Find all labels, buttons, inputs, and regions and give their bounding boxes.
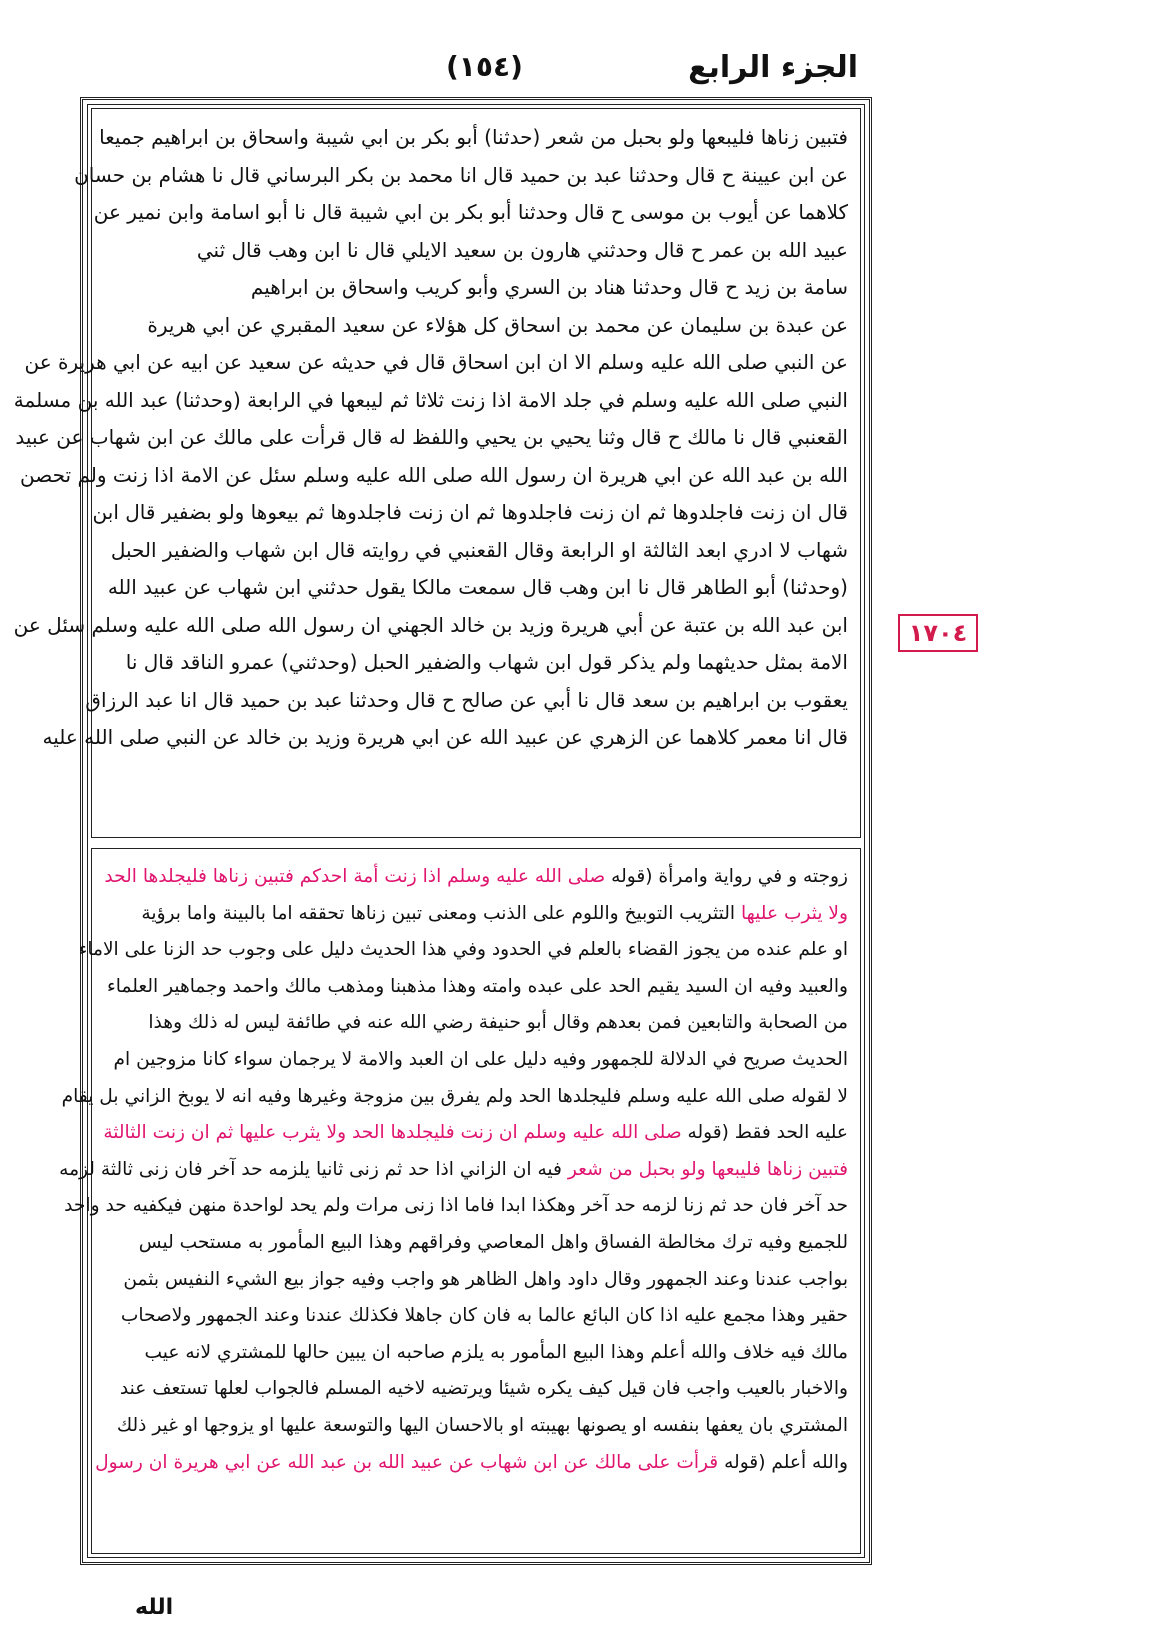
commentary-text: زوجته و في رواية وامرأة (قوله <box>605 866 848 887</box>
commentary-line <box>104 1225 848 1262</box>
commentary-line <box>64 1188 848 1225</box>
commentary-line <box>104 1335 848 1372</box>
commentary-text: والعبيد وفيه ان السيد يقيم الحد على عبده وامته وهذا مذهبنا ومذهب مالك واحمد وجماهير العلماء <box>107 975 848 997</box>
hadith-line: عن ابن عيينة ح قال وحدثنا عبد بن حميد قال انا محمد بن بكر البرساني قال نا هشام بن حسان <box>74 162 848 187</box>
hadith-line: النبي صلى الله عليه وسلم في جلد الامة اذا زنت ثلاثا ثم ليبعها في الرابعة (وحدثنا) عبد الله بن مسلمة <box>13 387 848 412</box>
hadith-line: يعقوب بن ابراهيم بن سعد قال نا أبي عن صالح ح قال وحدثنا عبد بن حميد قال انا عبد الرزاق <box>85 687 848 712</box>
hadith-line: قال ان زنت فاجلدوها ثم ان زنت فاجلدوها ثم ان زنت فاجلدوها ثم بيعوها ولو بضفير قال ابن <box>92 500 848 524</box>
commentary-text: مالك فيه خلاف والله أعلم وهذا البيع المأمور به يلزم صاحبه ان يبين حالها للمشتري لانه عيب <box>144 1341 848 1363</box>
commentary-line <box>104 1262 848 1299</box>
commentary-line <box>104 1371 848 1408</box>
hadith-line: شهاب لا ادري ابعد الثالثة او الرابعة وقال القعنبي في روايته قال ابن شهاب والضفير الحبل <box>110 537 848 562</box>
commentary-text: والله أعلم (قوله <box>718 1451 848 1473</box>
commentary-line <box>104 859 848 896</box>
commentary-line <box>61 1079 848 1116</box>
commentary-quoted-text: فتبين زناها فليبعها ولو بحبل من شعر <box>567 1158 848 1180</box>
hadith-line: سامة بن زيد ح قال وحدثنا هناد بن السري وأبو كريب واسحاق بن ابراهيم <box>250 275 848 299</box>
commentary-line <box>104 1115 848 1152</box>
hadith-line: الله بن عبد الله عن ابي هريرة ان رسول الله صلى الله عليه وسلم سئل عن الامة اذا زنت ولم تحصن <box>20 462 848 487</box>
commentary-text: التثريب التوبيخ واللوم على الذنب ومعنى تبين زناها تحققه اما بالبينة واما برؤية <box>141 902 741 924</box>
commentary-quoted-text: ولا يثرب عليها <box>740 902 848 924</box>
commentary-text: او علم عنده من يجوز القضاء بالعلم في الحدود وفي هذا الحديث دليل على وجوب حد الزنا على الاماء <box>78 939 848 961</box>
hadith-line: عبيد الله بن عمر ح قال وحدثني هارون بن سعيد الايلي قال نا ابن وهب قال ثني <box>196 237 848 262</box>
commentary-line <box>95 1445 848 1482</box>
hadith-line: كلاهما عن أيوب بن موسى ح قال وحدثنا أبو بكر بن ابي شيبة قال نا أبو اسامة وابن نمير عن <box>93 200 848 224</box>
hadith-line: فتبين زناها فليبعها ولو بحبل من شعر (حدثنا) أبو بكر بن ابي شيبة واسحاق بن ابراهيم جميعا <box>99 125 848 149</box>
hadith-line: الامة بمثل حديثهما ولم يذكر قول ابن شهاب والضفير الحبل (وحدثني) عمرو الناقد قال نا <box>125 650 848 674</box>
commentary-line <box>104 1298 848 1335</box>
commentary-text: عليه الحد فقط (قوله <box>681 1122 848 1144</box>
hadith-line: (وحدثنا) أبو الطاهر قال نا ابن وهب قال سمعت مالكا يقول حدثني ابن شهاب عن عبيد الله <box>107 575 848 599</box>
commentary-line <box>78 932 848 969</box>
commentary-text: للجميع وفيه ترك مخالطة الفساق واهل المعاصي وفراقهم وهذا البيع المأمور به مستحب ليس <box>138 1231 848 1253</box>
page-number: (١٥٤) <box>446 50 523 83</box>
catchword: الله <box>135 1595 174 1620</box>
commentary-quoted-text: قرأت على مالك عن ابن شهاب عن عبيد الله بن عبد الله عن ابي هريرة ان رسول <box>95 1451 719 1473</box>
hadith-line: قال انا معمر كلاهما عن الزهري عن عبيد الله عن ابي هريرة وزيد بن خالد عن النبي صلى الله عليه <box>42 725 848 749</box>
hadith-line: ابن عبد الله بن عتبة عن أبي هريرة وزيد بن خالد الجهني ان رسول الله صلى الله عليه وسلم سئل عن <box>13 612 848 637</box>
page-frame <box>13 97 872 1565</box>
hadith-number-badge: ١٧٠٤ <box>898 614 978 652</box>
hadith-line: عن عبدة بن سليمان عن محمد بن اسحاق كل هؤلاء عن سعيد المقبري عن ابي هريرة <box>147 312 848 337</box>
commentary-line <box>104 896 848 933</box>
commentary-text: المشتري بان يعفها بنفسه او يصونها بهيبته او بالاحسان اليها والتوسعة عليها او يزوجها او غير ذلك <box>116 1414 848 1436</box>
commentary-line <box>104 1408 848 1445</box>
commentary-block <box>59 848 861 1554</box>
commentary-text: بواجب عندنا وعند الجمهور وقال داود واهل الظاهر هو واجب وفيه جواز بيع الشيء النفيس بثمن <box>123 1268 848 1290</box>
commentary-line <box>104 969 848 1006</box>
commentary-text: والاخبار بالعيب واجب فان قيل كيف يكره شيئا ويرتضيه لاخيه المسلم فالجواب لعلها تستعف عند <box>119 1378 848 1400</box>
hadith-text-block <box>13 108 861 838</box>
volume-title: الجزء الرابع <box>688 50 858 85</box>
commentary-quoted-text: صلى الله عليه وسلم اذا زنت أمة احدكم فتبين زناها فليجلدها الحد <box>104 866 606 887</box>
commentary-text: حد آخر فان حد ثم زنا لزمه حد آخر وهكذا ابدا فاما اذا زنى مرات ولم يحد لواحدة منهن فيكفيه حد واحد <box>64 1195 848 1217</box>
commentary-line <box>59 1152 848 1189</box>
commentary-text: الحديث صريح في الدلالة للجمهور وفيه دليل على ان العبد والامة لا يرجمان سواء كانا مزوجين ام <box>113 1048 848 1070</box>
commentary-text: من الصحابة والتابعين فمن بعدهم وقال أبو حنيفة رضي الله عنه في طائفة ليس له ذلك وهذا <box>148 1012 848 1034</box>
commentary-line <box>104 1005 848 1042</box>
commentary-text: حقير وهذا مجمع عليه اذا كان البائع عالما به فان كان جاهلا فكذلك عندنا وعند الجمهور ولاصحاب <box>120 1305 848 1327</box>
hadith-line: القعنبي قال نا مالك ح قال وثنا يحيي بن يحيي واللفظ له قال قرأت على مالك عن ابن شهاب عن عبيد <box>15 425 848 449</box>
commentary-line <box>104 1042 848 1079</box>
commentary-quoted-text: صلى الله عليه وسلم ان زنت فليجلدها الحد ولا يثرب عليها ثم ان زنت الثالثة <box>103 1122 682 1144</box>
hadith-line: عن النبي صلى الله عليه وسلم الا ان ابن اسحاق قال في حديثه عن سعيد عن ابيه عن ابي هريرة عن <box>24 350 848 374</box>
commentary-text: فيه ان الزاني اذا حد ثم زنى ثانيا يلزمه حد آخر فان زنى ثالثة لزمه <box>59 1158 568 1180</box>
commentary-text: لا لقوله صلى الله عليه وسلم فليجلدها الحد ولم يفرق بين مزوجة وغيرها وفيه انه لا يوبخ الزاني بل يقام <box>61 1085 848 1107</box>
